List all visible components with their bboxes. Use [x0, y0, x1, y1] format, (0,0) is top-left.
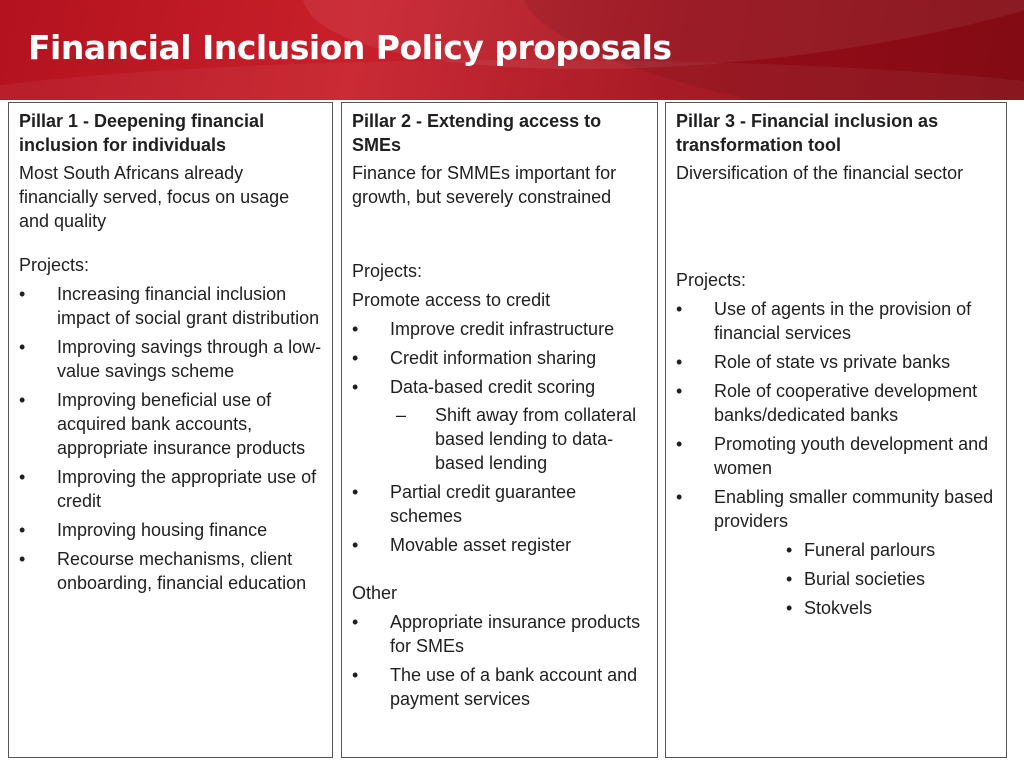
sub-list-item-text: Stokvels — [804, 598, 873, 618]
page-title: Financial Inclusion Policy proposals — [28, 28, 672, 67]
bullet-icon: • — [352, 377, 359, 397]
other-list — [352, 610, 647, 711]
projects-label: Projects: — [676, 270, 747, 290]
bullet-icon: • — [19, 549, 26, 569]
list-item — [352, 317, 647, 341]
list-item — [352, 663, 647, 711]
bullet-icon: • — [19, 337, 26, 357]
list-item-text: Improve credit infrastructure — [390, 319, 615, 339]
bullet-icon: • — [19, 390, 26, 410]
bullet-icon: • — [676, 487, 683, 507]
list-item — [19, 465, 322, 513]
list-item-text: Improving beneficial use of acquired bank accounts, appropriate insurance products — [57, 390, 306, 458]
list-item-text: Improving housing finance — [57, 520, 268, 540]
list-item — [676, 432, 996, 480]
pillar-description: Most South Africans already financially served, focus on usage and quality — [19, 163, 290, 231]
list-item — [352, 480, 647, 528]
bullet-icon: • — [19, 284, 26, 304]
list-item-text: Improving the appropriate use of credit — [57, 467, 317, 511]
bullet-icon: • — [352, 535, 359, 555]
pillar-heading: Pillar 2 - Extending access to SMEs — [352, 111, 602, 155]
list-item-text: Use of agents in the provision of financial services — [714, 299, 972, 343]
list-item-text: The use of a bank account and payment services — [390, 665, 638, 709]
list-item-text: Appropriate insurance products for SMEs — [390, 612, 641, 656]
pillar-description: Diversification of the financial sector — [676, 163, 964, 183]
pillar-heading: Pillar 1 - Deepening financial inclusion for individuals — [19, 111, 265, 155]
bullet-icon: • — [352, 482, 359, 502]
pillar-3-panel — [665, 102, 1007, 758]
sub-list-item-text: Funeral parlours — [804, 540, 936, 560]
bullet-icon: • — [786, 569, 793, 589]
list-item-text: Promoting youth development and women — [714, 434, 989, 478]
list-item-text: Credit information sharing — [390, 348, 597, 368]
dash-icon: – — [396, 405, 407, 425]
sub-list-item — [676, 567, 996, 591]
list-item-text: Increasing financial inclusion impact of social grant distribution — [57, 284, 320, 328]
pillar-description: Finance for SMMEs important for growth, but severely constrained — [352, 163, 617, 207]
sub-list-item — [676, 596, 996, 620]
sub-list-item-text: Burial societies — [804, 569, 926, 589]
list-item — [352, 375, 647, 475]
list-item — [19, 335, 322, 383]
list-item-text: Enabling smaller community based providers — [714, 487, 994, 531]
list-item — [676, 379, 996, 427]
list-item-text: Movable asset register — [390, 535, 572, 555]
list-item — [19, 518, 322, 542]
list-item — [19, 547, 322, 595]
list-item — [676, 350, 996, 374]
list-item-text: Role of cooperative development banks/dedicated banks — [714, 381, 978, 425]
project-list — [352, 317, 647, 557]
bullet-icon: • — [676, 299, 683, 319]
list-item-text: Data-based credit scoring — [390, 377, 596, 397]
bullet-icon: • — [352, 665, 359, 685]
bullet-icon: • — [352, 319, 359, 339]
bullet-icon: • — [676, 381, 683, 401]
sub-list-item-text: Shift away from collateral based lending to data-based lending — [435, 405, 637, 473]
bullet-icon: • — [786, 540, 793, 560]
bullet-icon: • — [19, 467, 26, 487]
list-item — [19, 282, 322, 330]
title-banner — [0, 0, 1024, 100]
list-item — [676, 485, 996, 533]
bullet-icon: • — [19, 520, 26, 540]
list-item — [352, 610, 647, 658]
projects-label: Projects: — [19, 255, 90, 275]
list-item-text: Role of state vs private banks — [714, 352, 951, 372]
list-item — [352, 533, 647, 557]
list-item-text: Recourse mechanisms, client onboarding, financial education — [57, 549, 307, 593]
sub-list — [390, 403, 647, 475]
sub-list-item — [390, 403, 647, 475]
sub-list-item — [676, 538, 996, 562]
project-list — [19, 282, 322, 595]
list-item-text: Partial credit guarantee schemes — [390, 482, 577, 526]
projects-subheading: Promote access to credit — [352, 290, 551, 310]
pillar-2-panel — [341, 102, 658, 758]
bullet-icon: • — [676, 352, 683, 372]
project-list — [676, 297, 996, 533]
list-item — [19, 388, 322, 460]
bullet-icon: • — [352, 348, 359, 368]
other-label: Other — [352, 583, 398, 603]
projects-label: Projects: — [352, 261, 423, 281]
list-item — [352, 346, 647, 370]
sub-list — [676, 538, 996, 620]
list-item-text: Improving savings through a low-value savings scheme — [57, 337, 322, 381]
bullet-icon: • — [676, 434, 683, 454]
pillar-1-panel — [8, 102, 333, 758]
pillar-heading: Pillar 3 - Financial inclusion as transformation tool — [676, 111, 939, 155]
bullet-icon: • — [786, 598, 793, 618]
list-item — [676, 297, 996, 345]
bullet-icon: • — [352, 612, 359, 632]
